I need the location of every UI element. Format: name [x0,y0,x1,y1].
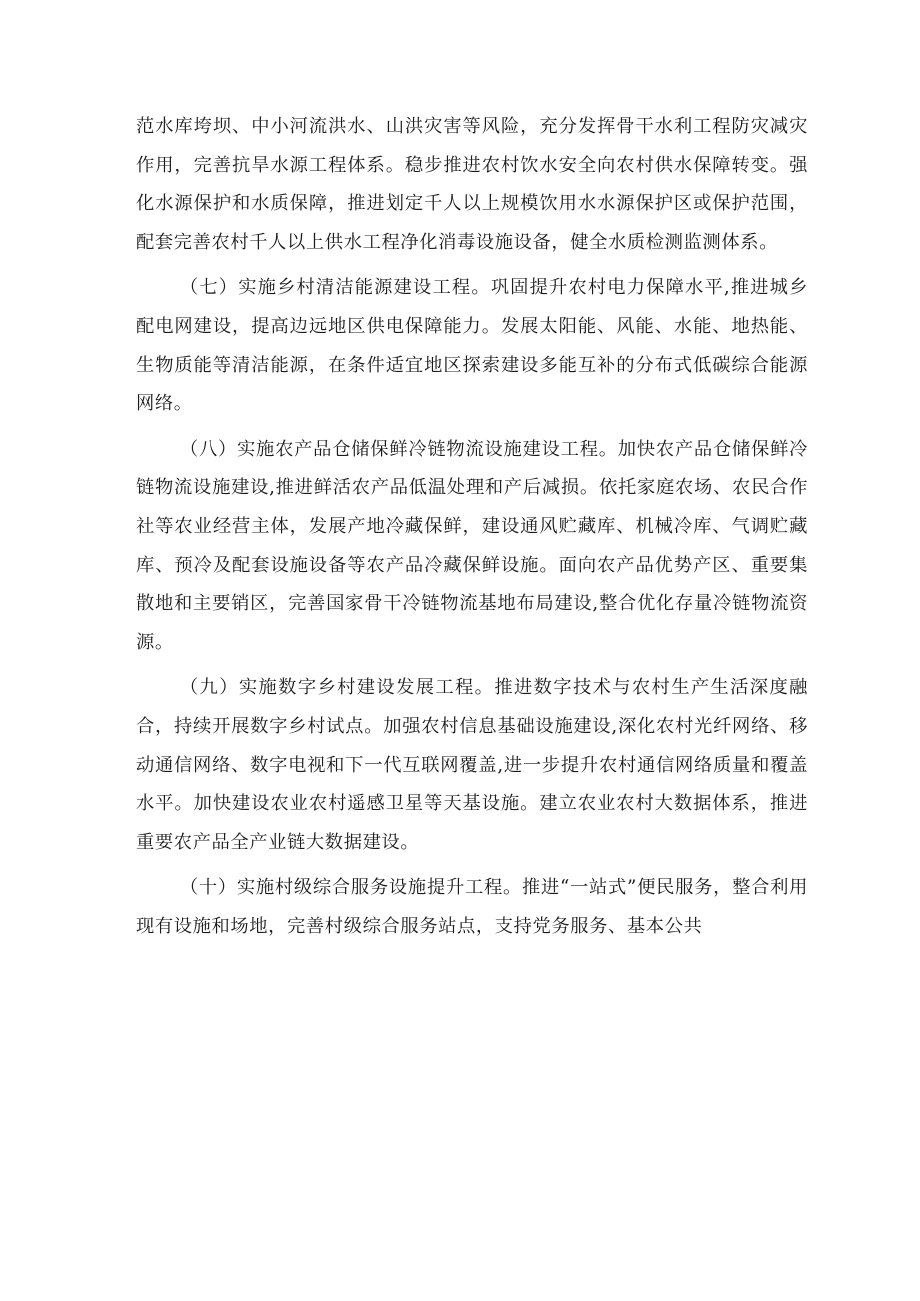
paragraph-clean-energy: （七）实施乡村清洁能源建设工程。巩固提升农村电力保障水平,推进城乡配电网建设，提高边远地区供电保障能力。发展太阳能、风能、水能、地热能、生物质能等清洁能源，在条件适宜地区探索建设多能互补的分布式低碳综合能源网络。 [136,277,808,415]
paragraph-cold-chain: （八）实施农产品仓储保鲜冷链物流设施建设工程。加快农产品仓储保鲜冷链物流设施建设,推进鲜活农产品低温处理和产后减损。依托家庭农场、农民合作社等农业经营主体，发展产地冷藏保鲜，建设通风贮藏库、机械冷库、气调贮藏库、预冷及配套设施设备等农产品冷藏保鲜设施。面向农产品优势产区、重要集散地和主要销区，完善国家骨干冷链物流基地布局建设,整合优化存量冷链物流资源。 [136,438,808,653]
paragraph-water-supply: 范水库垮坝、中小河流洪水、山洪灾害等风险，充分发挥骨干水利工程防灾减灾作用，完善抗旱水源工程体系。稳步推进农村饮水安全向农村供水保障转变。强化水源保护和水质保障，推进划定千人以上规模饮用水水源保护区或保护范围，配套完善农村千人以上供水工程净化消毒设施设备，健全水质检测监测体系。 [136,116,808,253]
document-page [136,108,808,953]
paragraph-village-services: （十）实施村级综合服务设施提升工程。推进“一站式”便民服务，整合利用现有设施和场地，完善村级综合服务站点，支持党务服务、基本公共 [136,877,808,937]
paragraph-digital-village: （九）实施数字乡村建设发展工程。推进数字技术与农村生产生活深度融合，持续开展数字乡村试点。加强农村信息基础设施建设,深化农村光纤网络、移动通信网络、数字电视和下一代互联网覆盖,进一步提升农村通信网络质量和覆盖水平。加快建设农业农村遥感卫星等天基设施。建立农业农村大数据体系，推进重要农产品全产业链大数据建设。 [136,677,808,853]
